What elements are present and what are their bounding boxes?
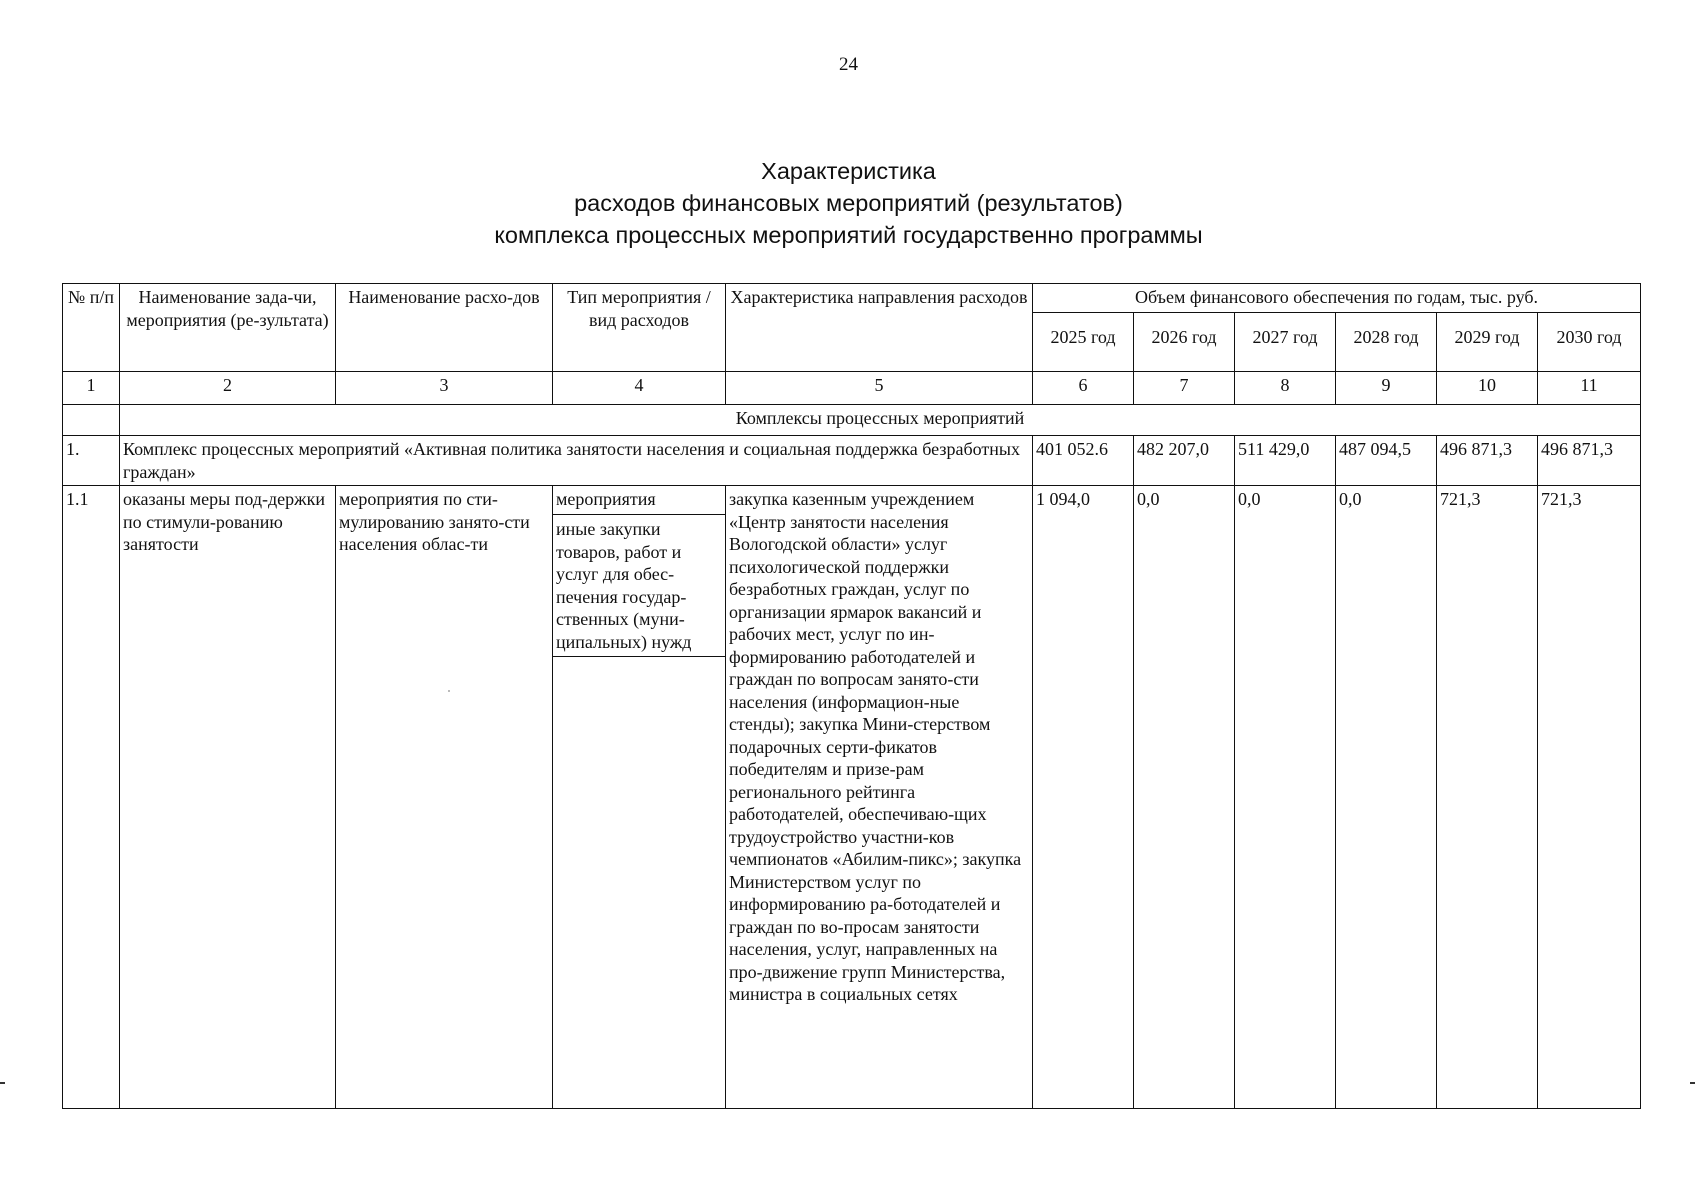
page-number: 24 xyxy=(839,54,858,75)
item-row xyxy=(63,486,1641,1109)
item-value-2030: 721,3 xyxy=(1538,486,1641,1109)
header-expense: Наименование расхо-дов xyxy=(336,284,553,372)
complex-num: 1. xyxy=(63,436,120,486)
header-funding: Объем финансового обеспечения по годам, тыс. руб. xyxy=(1033,284,1641,313)
column-number: 6 xyxy=(1033,372,1134,405)
item-num: 1.1 xyxy=(63,486,120,1109)
item-type-bottom: иные закупки товаров, работ и услуг для обес-печения государ-ственных (муни-ципальных) нужд xyxy=(553,515,725,657)
column-number: 10 xyxy=(1437,372,1538,405)
column-number-row xyxy=(63,372,1641,405)
item-value-2029: 721,3 xyxy=(1437,486,1538,1109)
column-number: 1 xyxy=(63,372,120,405)
scan-speck xyxy=(448,690,450,692)
column-number: 9 xyxy=(1336,372,1437,405)
expense-table xyxy=(62,283,1641,1109)
scan-edge-mark xyxy=(1690,1082,1695,1084)
column-number: 5 xyxy=(726,372,1033,405)
header-year: 2029 год xyxy=(1437,313,1538,372)
header-row-1 xyxy=(63,284,1641,313)
section-row xyxy=(63,405,1641,436)
title-line-1: Характеристика xyxy=(761,158,936,184)
item-value-2028: 0,0 xyxy=(1336,486,1437,1109)
complex-row xyxy=(63,436,1641,486)
section-empty-cell xyxy=(63,405,120,436)
header-year: 2026 год xyxy=(1134,313,1235,372)
column-number: 11 xyxy=(1538,372,1641,405)
document-title xyxy=(0,155,1697,251)
column-number: 3 xyxy=(336,372,553,405)
complex-value-2026: 482 207,0 xyxy=(1134,436,1235,486)
column-number: 8 xyxy=(1235,372,1336,405)
item-value-2026: 0,0 xyxy=(1134,486,1235,1109)
column-number: 7 xyxy=(1134,372,1235,405)
item-task: оказаны меры под-держки по стимули-рованию занятости xyxy=(120,486,336,1109)
header-year: 2028 год xyxy=(1336,313,1437,372)
header-task: Наименование зада-чи, мероприятия (ре-зультата) xyxy=(120,284,336,372)
header-num: № п/п xyxy=(63,284,120,372)
column-number: 4 xyxy=(553,372,726,405)
complex-value-2029: 496 871,3 xyxy=(1437,436,1538,486)
complex-value-2027: 511 429,0 xyxy=(1235,436,1336,486)
scan-edge-mark xyxy=(0,1082,5,1084)
item-type-cell xyxy=(553,486,726,1109)
header-type: Тип мероприятия / вид расходов xyxy=(553,284,726,372)
header-year: 2025 год xyxy=(1033,313,1134,372)
item-value-2025: 1 094,0 xyxy=(1033,486,1134,1109)
item-type-top: мероприятия xyxy=(553,486,725,515)
complex-name: Комплекс процессных мероприятий «Активная политика занятости населения и социальная поддержка безработных граждан» xyxy=(120,436,1033,486)
complex-value-2025: 401 052.6 xyxy=(1033,436,1134,486)
title-line-3: комплекса процессных мероприятий государственно программы xyxy=(494,222,1203,248)
header-year: 2030 год xyxy=(1538,313,1641,372)
section-title: Комплексы процессных мероприятий xyxy=(120,405,1641,436)
title-line-2: расходов финансовых мероприятий (результатов) xyxy=(574,190,1123,216)
complex-value-2028: 487 094,5 xyxy=(1336,436,1437,486)
header-direction: Характеристика направления расходов xyxy=(726,284,1033,372)
complex-value-2030: 496 871,3 xyxy=(1538,436,1641,486)
item-value-2027: 0,0 xyxy=(1235,486,1336,1109)
header-year: 2027 год xyxy=(1235,313,1336,372)
item-direction: закупка казенным учреждением «Центр занятости населения Вологодской области» услуг психологической поддержки безработных граждан, услуг по организации ярмарок вакансий и рабочих мест, услуг по ин-формированию работодателей и граждан по вопросам занято-сти населения (информацион-ные стенды); закупка Мини-стерством подарочных серти-фикатов победителям и призе-рам регионального рейтинга работодателей, обеспечиваю-щих трудоустройство участни-ков чемпионатов «Абилим-пикс»; закупка Министерством услуг по информированию ра-ботодателей и граждан по во-просам занятости населения, услуг, направленных на про-движение групп Министерства, министра в социальных сетях xyxy=(726,486,1033,1109)
column-number: 2 xyxy=(120,372,336,405)
item-expense: мероприятия по сти-мулированию занято-сти населения облас-ти xyxy=(336,486,553,1109)
